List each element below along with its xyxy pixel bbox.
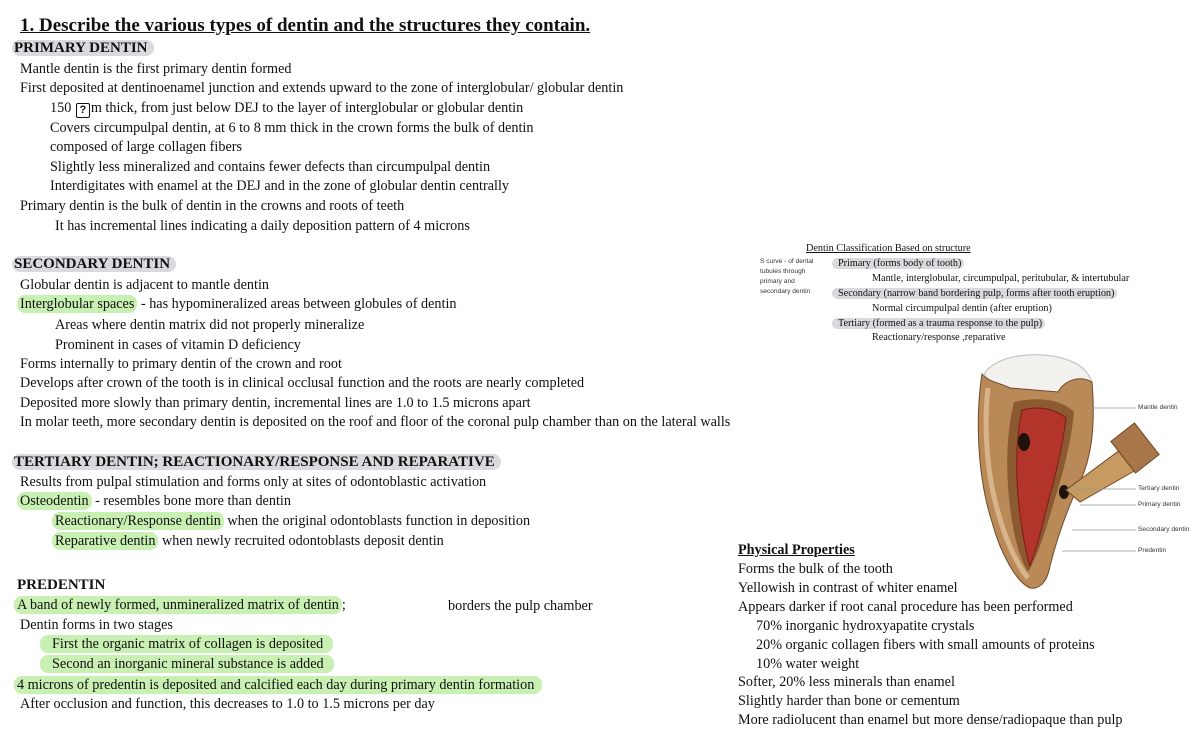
classification-side-note-3: primary and	[760, 278, 795, 285]
predentin-first-line	[40, 635, 333, 654]
secondary-line-3: Deposited more slowly than primary dentin, incremental lines are 1.0 to 1.5 microns apart	[20, 395, 531, 411]
osteodentin-highlight: Osteodentin	[17, 492, 92, 510]
predentin-band-highlight: A band of newly formed, unmineralized matrix of dentin	[14, 596, 342, 614]
primary-incremental-line: It has incremental lines indicating a daily deposition pattern of 4 microns	[55, 218, 470, 234]
physical-more-2: Slightly harder than bone or cementum	[738, 693, 960, 709]
classification-secondary: Secondary (narrow band bordering pulp, forms after tooth eruption)	[832, 287, 1117, 301]
classification-tertiary-sub: Reactionary/response ,reparative	[872, 332, 1006, 343]
physical-composition-2: 20% organic collagen fibers with small amounts of proteins	[756, 637, 1095, 653]
secondary-sub-2: Prominent in cases of vitamin D deficiency	[55, 337, 301, 353]
predentin-after-line: After occlusion and function, this decreases to 1.0 to 1.5 microns per day	[20, 696, 435, 712]
physical-line-3: Appears darker if root canal procedure has been performed	[738, 599, 1073, 615]
primary-bulk-line: Primary dentin is the bulk of dentin in the crowns and roots of teeth	[20, 198, 405, 214]
predentin-second-line	[40, 655, 334, 674]
secondary-interglobular-line: Interglobular spaces - has hypomineralized areas between globules of dentin	[17, 295, 457, 314]
physical-composition-1: 70% inorganic hydroxyapatite crystals	[756, 618, 975, 634]
primary-subline-3: Slightly less mineralized and contains fewer defects than circumpulpal dentin	[50, 159, 491, 175]
predentin-borders-text: borders the pulp chamber	[448, 598, 593, 614]
predentin-four-microns-highlight: 4 microns of predentin is deposited and calcified each day during primary dentin formation	[14, 676, 542, 694]
secondary-line-4: In molar teeth, more secondary dentin is deposited on the roof and floor of the coronal pulp chamber than on the lateral walls	[20, 414, 731, 430]
primary-subline-2: composed of large collagen fibers	[50, 139, 242, 155]
physical-more-3: More radiolucent than enamel but more dense/radiopaque than pulp	[738, 712, 1123, 728]
diagram-label-secondary: Secondary dentin	[1138, 526, 1190, 533]
interglobular-highlight: Interglobular spaces	[17, 295, 137, 313]
reactionary-highlight: Reactionary/Response dentin	[52, 512, 224, 530]
diagram-label-tertiary: Tertiary dentin	[1138, 485, 1180, 492]
physical-heading: Physical Properties	[738, 542, 855, 558]
classification-side-note-1: S curve - of dental	[760, 258, 814, 265]
secondary-globular-line: Globular dentin is adjacent to mantle dentin	[20, 277, 270, 293]
classification-primary: Primary (forms body of tooth)	[832, 257, 964, 271]
diagram-label-mantle: Mantle dentin	[1138, 404, 1178, 411]
predentin-band-line: A band of newly formed, unmineralized matrix of dentin ;	[14, 596, 346, 615]
predentin-first-highlight: First the organic matrix of collagen is deposited	[40, 635, 333, 653]
predentin-stages-line: Dentin forms in two stages	[20, 617, 173, 633]
secondary-dentin-heading: SECONDARY DENTIN	[12, 256, 176, 273]
primary-subline-4: Interdigitates with enamel at the DEJ and in the zone of globular dentin centrally	[50, 178, 509, 194]
secondary-line-2: Develops after crown of the tooth is in clinical occlusal function and the roots are nearly completed	[20, 375, 585, 391]
physical-more-1: Softer, 20% less minerals than enamel	[738, 674, 955, 690]
diagram-label-primary: Primary dentin	[1138, 501, 1181, 508]
reactionary-line: Reactionary/Response dentin when the original odontoblasts function in deposition	[52, 512, 530, 531]
classification-title: Dentin Classification Based on structure	[806, 243, 971, 254]
primary-line-1: Mantle dentin is the first primary dentin formed	[20, 61, 292, 77]
primary-thickness-line: 150 ? m thick, from just below DEJ to the layer of interglobular or globular dentin	[50, 100, 524, 116]
physical-line-1: Forms the bulk of the tooth	[738, 561, 893, 577]
tooth-diagram	[970, 352, 1195, 592]
classification-primary-sub: Mantle, interglobular, circumpulpal, peritubular, & intertubular	[872, 273, 1130, 284]
missing-glyph-icon: ?	[76, 103, 90, 118]
osteodentin-line: Osteodentin - resembles bone more than dentin	[17, 492, 291, 511]
predentin-four-microns-line	[14, 676, 542, 695]
reparative-line: Reparative dentin when newly recruited odontoblasts deposit dentin	[52, 532, 444, 551]
reparative-highlight: Reparative dentin	[52, 532, 158, 550]
predentin-second-highlight: Second an inorganic mineral substance is added	[40, 655, 334, 673]
classification-secondary-sub: Normal circumpulpal dentin (after eruption)	[872, 303, 1052, 314]
tertiary-dentin-heading: TERTIARY DENTIN; REACTIONARY/RESPONSE AND REPARATIVE	[12, 454, 501, 471]
predentin-heading: PREDENTIN	[17, 577, 106, 593]
page-title: 1. Describe the various types of dentin and the structures they contain.	[20, 15, 591, 36]
primary-dentin-heading: PRIMARY DENTIN	[12, 40, 154, 57]
primary-subline-1: Covers circumpulpal dentin, at 6 to 8 mm thick in the crown forms the bulk of dentin	[50, 120, 534, 136]
primary-line-2: First deposited at dentinoenamel junction and extends upward to the zone of interglobular/ globular dentin	[20, 80, 624, 96]
diagram-label-predentin: Predentin	[1138, 547, 1167, 554]
physical-line-2: Yellowish in contrast of whiter enamel	[738, 580, 958, 596]
tertiary-line-1: Results from pulpal stimulation and forms only at sites of odontoblastic activation	[20, 474, 487, 490]
classification-side-note-4: secondary dentin	[760, 288, 811, 295]
classification-tertiary: Tertiary (formed as a trauma response to the pulp)	[832, 317, 1045, 331]
physical-composition-3: 10% water weight	[756, 656, 860, 672]
classification-side-note-2: tubules through	[760, 268, 806, 275]
secondary-sub-1: Areas where dentin matrix did not properly mineralize	[55, 317, 365, 333]
secondary-line-1: Forms internally to primary dentin of the crown and root	[20, 356, 342, 372]
